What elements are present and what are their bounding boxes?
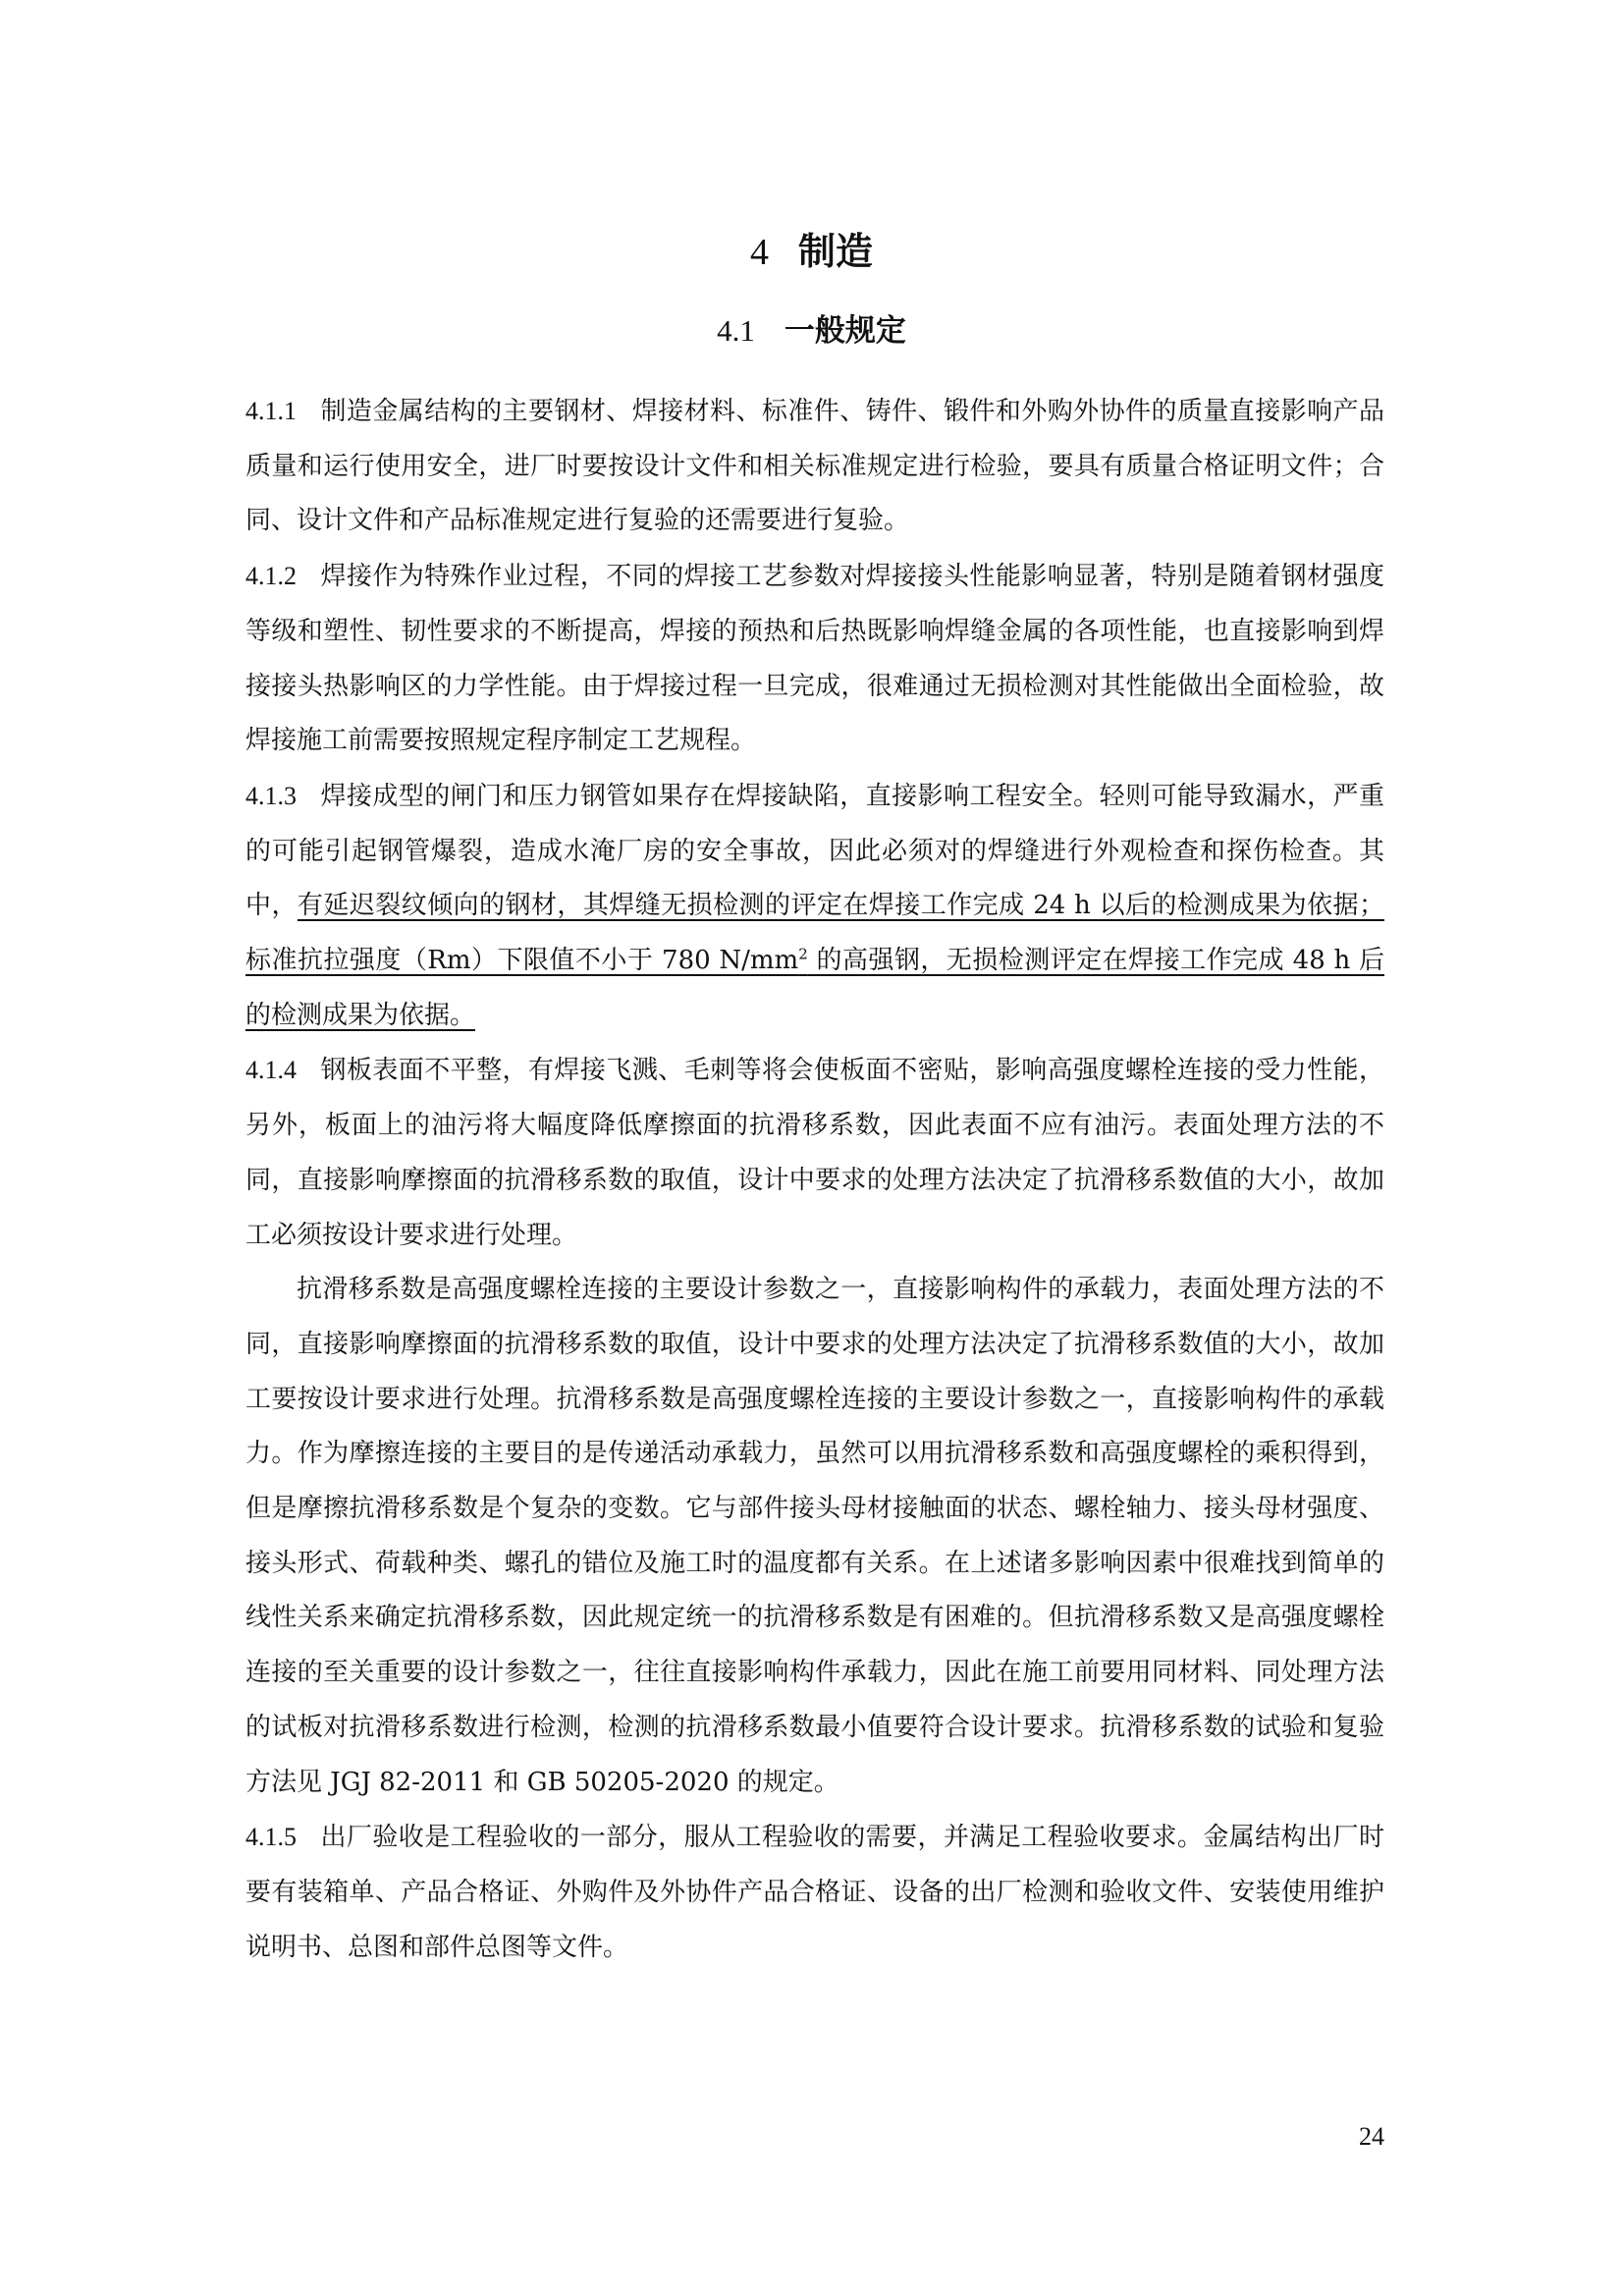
underlined-text-part-2: 的高强钢，无损检测评定在焊接工作完成 48 h 后的检测成果为依据。 <box>245 946 1384 1030</box>
section-title: 一般规定 <box>784 313 906 349</box>
unit-superscript: 2 <box>798 945 808 963</box>
chapter-number: 4 <box>749 232 769 273</box>
clause-number: 4.1.5 <box>245 1823 297 1852</box>
clause-4-1-5 <box>245 1810 1384 1975</box>
clause-text: 焊接成型的闸门和压力钢管如果存在焊接缺陷，直接影响工程安全。轻则可能导致漏水，严重的可能引起钢管爆裂，造成水淹厂房的安全事故，因此必须对的焊缝进行外观检查和探伤检查。其中， <box>245 781 1384 921</box>
clause-4-1-4 <box>245 1043 1384 1263</box>
clause-text: 出厂验收是工程验收的一部分，服从工程验收的需要，并满足工程验收要求。金属结构出厂时要有装箱单、产品合格证、外购件及外协件产品合格证、设备的出厂检测和验收文件、安装使用维护说明书、总图和部件总图等文件。 <box>245 1823 1384 1962</box>
clause-number: 4.1.3 <box>245 781 297 810</box>
clause-text: 钢板表面不平整，有焊接飞溅、毛刺等将会使板面不密贴，影响高强度螺栓连接的受力性能，另外，板面上的油污将大幅度降低摩擦面的抗滑移系数，因此表面不应有油污。表面处理方法的不同，直接影响摩擦面的抗滑移系数的取值，设计中要求的处理方法决定了抗滑移系数值的大小，故加工必须按设计要求进行处理。 <box>245 1056 1384 1250</box>
paragraph-text: 抗滑移系数是高强度螺栓连接的主要设计参数之一，直接影响构件的承载力，表面处理方法的不同，直接影响摩擦面的抗滑移系数的取值，设计中要求的处理方法决定了抗滑移系数值的大小，故加工要按设计要求进行处理。抗滑移系数是高强度螺栓连接的主要设计参数之一，直接影响构件的承载力。作为摩擦连接的主要目的是传递活动承载力，虽然可以用抗滑移系数和高强度螺栓的乘积得到，但是摩擦抗滑移系数是个复杂的变数。它与部件接头母材接触面的状态、螺栓轴力、接头母材强度、接头形式、荷载种类、螺孔的错位及施工时的温度都有关系。在上述诸多影响因素中很难找到简单的线性关系来确定抗滑移系数，因此规定统一的抗滑移系数是有困难的。但抗滑移系数又是高强度螺栓连接的至关重要的设计参数之一，往往直接影响构件承载力，因此在施工前要用同材料、同处理方法的试板对抗滑移系数进行检测，检测的抗滑移系数最小值要符合设计要求。抗滑移系数的试验和复验方法见 JGJ 82-2011 和 GB 50205-2020 的规定。 <box>245 1275 1384 1797</box>
page-number: 24 <box>1359 2122 1384 2151</box>
body-text <box>245 384 1384 1975</box>
chapter-title: 制造 <box>797 230 873 273</box>
clause-4-1-3 <box>245 769 1384 1044</box>
clause-text: 制造金属结构的主要钢材、焊接材料、标准件、铸件、锻件和外购外协件的质量直接影响产品质量和运行使用安全，进厂时要按设计文件和相关标准规定进行检验，要具有质量合格证明文件；合同、设计文件和产品标准规定进行复验的还需要进行复验。 <box>245 397 1384 536</box>
underlined-text-part-1: 有延迟裂纹倾向的钢材，其焊缝无损检测的评定在焊接工作完成 24 h 以后的检测成果为依据；标准抗拉强度（Rm）下限值不小于 780 N/mm <box>245 891 1384 976</box>
clause-4-1-1 <box>245 384 1384 549</box>
clause-number: 4.1.1 <box>245 397 297 425</box>
section-number: 4.1 <box>717 313 755 348</box>
section-heading <box>0 306 1623 355</box>
underlined-requirement <box>245 891 1384 1029</box>
chapter-heading <box>0 224 1623 280</box>
clause-number: 4.1.2 <box>245 562 297 591</box>
clause-text: 焊接作为特殊作业过程，不同的焊接工艺参数对焊接接头性能影响显著，特别是随着钢材强度等级和塑性、韧性要求的不断提高，焊接的预热和后热既影响焊缝金属的各项性能，也直接影响到焊接接头热影响区的力学性能。由于焊接过程一旦完成，很难通过无损检测对其性能做出全面检验，故焊接施工前需要按照规定程序制定工艺规程。 <box>245 562 1384 756</box>
clause-number: 4.1.4 <box>245 1056 297 1085</box>
clause-4-1-4-continued <box>245 1263 1384 1810</box>
clause-4-1-2 <box>245 549 1384 769</box>
